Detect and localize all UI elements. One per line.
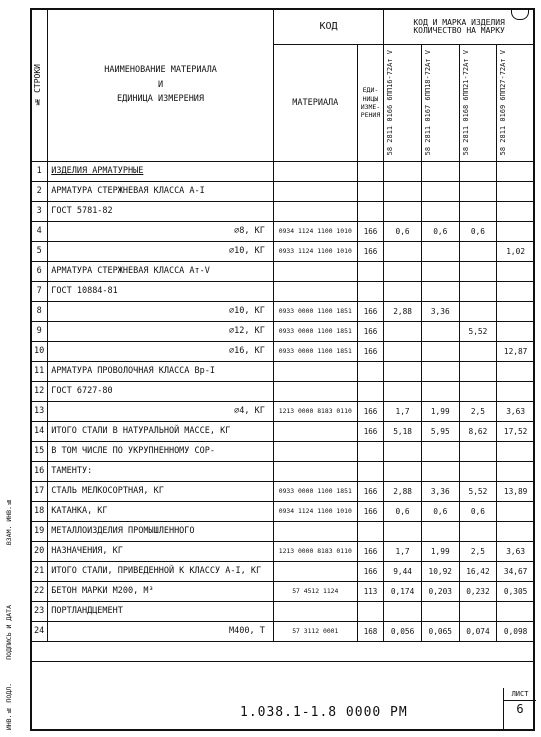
material-name: ТАМЕНТУ: [48,462,274,482]
quantity-cell [421,342,459,362]
row-number: 24 [31,622,48,642]
quantity-cell [384,602,422,622]
material-name: ⌀10, КГ [48,242,274,262]
quantity-cell [497,302,535,322]
table-row [31,482,535,502]
material-name: ⌀12, КГ [48,322,274,342]
quantity-cell [459,442,497,462]
material-name: ИЗДЕЛИЯ АРМАТУРНЫЕ [48,162,274,182]
unit-code [357,462,384,482]
row-number: 5 [31,242,48,262]
product-header-4: 58 2811 0169 6ПП27-72Ат V [497,45,535,162]
quantity-cell [497,162,535,182]
table-row [31,422,535,442]
table-row [31,462,535,482]
quantity-cell [459,282,497,302]
document-code: 1.038.1-1.8 0000 PM [240,705,408,720]
row-number: 7 [31,282,48,302]
sheet-number: 6 [516,702,524,716]
product-header-1: 58 2811 0166 6ПП16-72Ат V [384,45,422,162]
unit-code: 166 [357,422,384,442]
unit-code: 166 [357,482,384,502]
quantity-cell [384,382,422,402]
quantity-cell: 0,065 [421,622,459,642]
row-number: 23 [31,602,48,622]
material-name: БЕТОН МАРКИ М200, М³ [48,582,274,602]
quantity-cell [384,362,422,382]
quantity-cell: 0,6 [384,222,422,242]
quantity-cell [459,302,497,322]
table-row [31,402,535,422]
quantity-cell [459,162,497,182]
row-number: 22 [31,582,48,602]
quantity-cell: 3,63 [497,542,535,562]
material-code [273,362,357,382]
quantity-cell [497,362,535,382]
unit-code-header: ЕДИ-НИЦЫ ИЗМЕ-РЕНИЯ [357,45,384,162]
quantity-cell: 3,36 [421,302,459,322]
material-code: 57 3112 0001 [273,622,357,642]
unit-code [357,362,384,382]
material-code [273,562,357,582]
quantity-cell: 1,99 [421,542,459,562]
side-label: ИНВ.№ ПОДЛ. [5,682,13,730]
material-code [273,382,357,402]
quantity-cell: 0,056 [384,622,422,642]
row-number: 16 [31,462,48,482]
row-number: 6 [31,262,48,282]
material-code: 0933 0000 1100 1851 [273,482,357,502]
row-number: 3 [31,202,48,222]
quantity-cell [421,242,459,262]
quantity-cell [497,442,535,462]
sheet-number-box [503,688,536,731]
quantity-cell: 5,52 [459,322,497,342]
quantity-cell: 0,232 [459,582,497,602]
product-header-3: 58 2811 0168 6ПП21-72Ат V [459,45,497,162]
quantity-cell: 2,88 [384,302,422,322]
quantity-cell [459,462,497,482]
quantity-cell [497,502,535,522]
material-code: 57 4512 1124 [273,582,357,602]
row-number: 11 [31,362,48,382]
row-number: 20 [31,542,48,562]
material-name: ⌀8, КГ [48,222,274,242]
material-name: МЕТАЛЛОИЗДЕЛИЯ ПРОМЫШЛЕННОГО [48,522,274,542]
side-stamp [2,475,28,730]
unit-code: 166 [357,242,384,262]
quantity-cell: 1,7 [384,402,422,422]
material-code [273,282,357,302]
side-label: ВЗАМ. ИНВ.№ [5,497,13,545]
material-name: ИТОГО СТАЛИ В НАТУРАЛЬНОЙ МАССЕ, КГ [48,422,274,442]
quantity-cell [384,462,422,482]
quantity-cell: 0,6 [459,502,497,522]
table-row [31,302,535,322]
quantity-cell: 0,074 [459,622,497,642]
quantity-cell: 3,36 [421,482,459,502]
quantity-cell: 5,18 [384,422,422,442]
quantity-cell: 5,52 [459,482,497,502]
material-name: ГОСТ 10884-81 [48,282,274,302]
quantity-cell [384,202,422,222]
quantity-cell [384,522,422,542]
material-name: ГОСТ 5781-82 [48,202,274,222]
row-number: 13 [31,402,48,422]
material-name: ⌀4, КГ [48,402,274,422]
table-row [31,602,535,622]
quantity-cell [459,382,497,402]
table-row [31,222,535,242]
material-code-header: МАТЕРИАЛА [273,45,357,162]
quantity-cell: 0,098 [497,622,535,642]
quantity-cell: 0,6 [421,222,459,242]
table-row [31,562,535,582]
quantity-cell: 10,92 [421,562,459,582]
material-name: ИТОГО СТАЛИ, ПРИВЕДЕННОЙ К КЛАССУ А-I, КГ [48,562,274,582]
quantity-cell [421,282,459,302]
quantity-cell [421,182,459,202]
unit-code [357,382,384,402]
quantity-cell: 1,99 [421,402,459,422]
quantity-cell [497,382,535,402]
row-number: 1 [31,162,48,182]
material-code [273,442,357,462]
table-row [31,542,535,562]
unit-code [357,282,384,302]
table-row [31,582,535,602]
table-row [31,622,535,642]
quantity-cell [459,262,497,282]
quantity-cell: 9,44 [384,562,422,582]
row-number: 10 [31,342,48,362]
quantity-cell [497,262,535,282]
quantity-cell [459,202,497,222]
unit-code: 168 [357,622,384,642]
material-code: 0933 1124 1100 1010 [273,242,357,262]
quantity-cell [384,242,422,262]
material-name: НАЗНАЧЕНИЯ, КГ [48,542,274,562]
unit-code [357,522,384,542]
material-name-header: НАИМЕНОВАНИЕ МАТЕРИАЛА И ЕДИНИЦА ИЗМЕРЕНИЯ [48,9,274,162]
quantity-cell: 17,52 [497,422,535,442]
quantity-cell [421,522,459,542]
material-name: В ТОМ ЧИСЛЕ ПО УКРУПНЕННОМУ СОР- [48,442,274,462]
row-number: 17 [31,482,48,502]
quantity-cell [384,442,422,462]
quantity-cell: 2,5 [459,402,497,422]
quantity-cell: 5,95 [421,422,459,442]
quantity-cell [384,162,422,182]
table-row [31,502,535,522]
unit-code: 166 [357,222,384,242]
quantity-cell: 0,305 [497,582,535,602]
quantity-cell: 0,174 [384,582,422,602]
quantity-cell: 0,203 [421,582,459,602]
title-block [30,661,535,732]
material-code: 0934 1124 1100 1010 [273,502,357,522]
quantity-cell: 2,5 [459,542,497,562]
quantity-cell: 0,6 [421,502,459,522]
table-row [31,522,535,542]
table-row [31,202,535,222]
material-name: ПОРТЛАНДЦЕМЕНТ [48,602,274,622]
table-row [31,182,535,202]
material-code: 0934 1124 1100 1010 [273,222,357,242]
table-row [31,442,535,462]
unit-code: 166 [357,342,384,362]
quantity-cell: 1,02 [497,242,535,262]
row-number: 15 [31,442,48,462]
material-code [273,262,357,282]
row-number: 12 [31,382,48,402]
quantity-cell [497,222,535,242]
material-name: М400, Т [48,622,274,642]
quantity-cell [421,382,459,402]
material-code [273,182,357,202]
material-code [273,422,357,442]
quantity-cell [497,602,535,622]
quantity-cell: 12,87 [497,342,535,362]
material-code: 0933 0000 1100 1851 [273,302,357,322]
row-number: 2 [31,182,48,202]
row-number: 14 [31,422,48,442]
material-code: 0933 0000 1100 1851 [273,322,357,342]
material-name: КАТАНКА, КГ [48,502,274,522]
quantity-cell: 16,42 [459,562,497,582]
table-row [31,362,535,382]
unit-code [357,262,384,282]
quantity-cell [421,262,459,282]
quantity-cell [421,442,459,462]
material-code [273,162,357,182]
quantity-cell [459,242,497,262]
material-code [273,602,357,622]
table-row [31,382,535,402]
quantity-cell [384,282,422,302]
quantity-cell [384,322,422,342]
material-code [273,202,357,222]
materials-table [30,8,535,642]
material-name: АРМАТУРА СТЕРЖНЕВАЯ КЛАССА Ат-V [48,262,274,282]
quantity-cell [459,362,497,382]
quantity-cell [421,202,459,222]
row-number: 9 [31,322,48,342]
sheet-label: ЛИСТ [504,688,536,701]
quantity-cell [459,182,497,202]
product-header-2: 58 2811 0167 6ПП18-72Ат V [421,45,459,162]
quantity-cell [459,522,497,542]
material-code: 1213 0000 8183 0110 [273,542,357,562]
material-code [273,462,357,482]
quantity-cell [421,462,459,482]
quantity-cell: 8,62 [459,422,497,442]
unit-code: 166 [357,542,384,562]
unit-code: 113 [357,582,384,602]
quantity-cell: 0,6 [384,502,422,522]
quantity-cell: 13,89 [497,482,535,502]
material-code: 1213 0000 8183 0110 [273,402,357,422]
quantity-cell [497,202,535,222]
quantity-cell: 34,67 [497,562,535,582]
quantity-cell [421,322,459,342]
table-row [31,322,535,342]
unit-code [357,442,384,462]
material-code: 0933 0000 1100 1851 [273,342,357,362]
quantity-cell [497,282,535,302]
quantity-cell [421,362,459,382]
row-number: 4 [31,222,48,242]
quantity-cell [384,342,422,362]
quantity-cell [384,182,422,202]
quantity-cell: 0,6 [459,222,497,242]
material-name: АРМАТУРА ПРОВОЛОЧНАЯ КЛАССА Вр-I [48,362,274,382]
quantity-cell [497,322,535,342]
unit-code: 166 [357,322,384,342]
row-number-header: № СТРОКИ [31,9,48,162]
table-row [31,242,535,262]
unit-code [357,162,384,182]
material-name: ГОСТ 6727-80 [48,382,274,402]
unit-code: 166 [357,502,384,522]
unit-code: 166 [357,562,384,582]
row-number: 21 [31,562,48,582]
unit-code: 166 [357,302,384,322]
quantity-cell [384,262,422,282]
material-name: СТАЛЬ МЕЛКОСОРТНАЯ, КГ [48,482,274,502]
quantity-cell [459,342,497,362]
table-row [31,342,535,362]
unit-code: 166 [357,402,384,422]
quantity-cell [421,602,459,622]
quantity-cell [497,522,535,542]
quantity-cell: 1,7 [384,542,422,562]
quantity-cell [497,182,535,202]
unit-code [357,602,384,622]
material-name: АРМАТУРА СТЕРЖНЕВАЯ КЛАССА А-I [48,182,274,202]
material-code [273,522,357,542]
quantity-cell [421,162,459,182]
quantity-cell [497,462,535,482]
table-row [31,262,535,282]
row-number: 8 [31,302,48,322]
unit-code [357,202,384,222]
quantity-cell [459,602,497,622]
material-name: ⌀16, КГ [48,342,274,362]
unit-code [357,182,384,202]
table-row [31,162,535,182]
quantity-cell: 3,63 [497,402,535,422]
row-number: 19 [31,522,48,542]
code-group-header: КОД [273,9,383,45]
table-row [31,282,535,302]
side-label: ПОДПИСЬ И ДАТА [5,605,13,660]
quantity-cell: 2,88 [384,482,422,502]
product-group-header: КОД И МАРКА ИЗДЕЛИЯ КОЛИЧЕСТВО НА МАРКУ [384,9,535,45]
row-number: 18 [31,502,48,522]
material-name: ⌀10, КГ [48,302,274,322]
